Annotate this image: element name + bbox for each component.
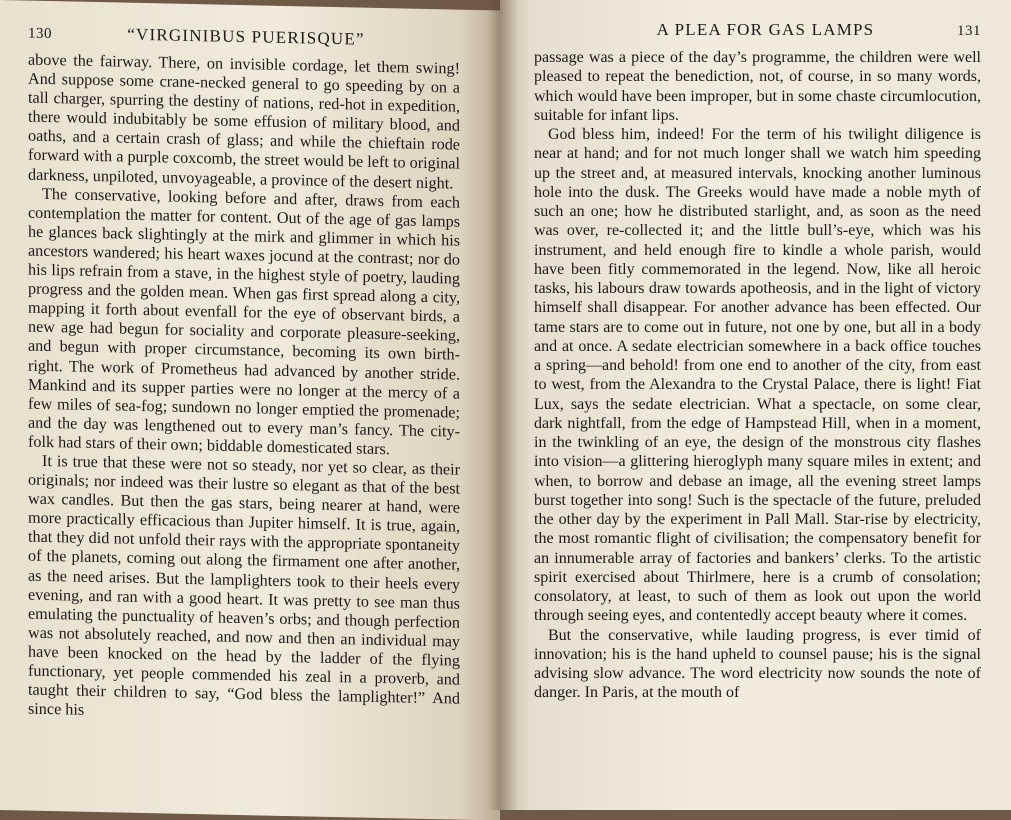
paragraph: God bless him, indeed! For the term of his twilight diligence is near at hand; and for not much longer shall we watch him speeding up the street and, at measured intervals, knocking another luminous hole into the dusk. The Greeks would have made a noble myth of such an one; how he distributed starlight, and, as soon as the need was over, re-collected it; and the little bull’s-eye, which was his instrument, and held enough fire to kindle a whole parish, would have been fitly commemorated in the legend. Now, like all heroic tasks, his labours draw towards apotheosis, and in the light of victory himself shall disappear. For another advance has been effected. Our tame stars are to come out in future, not one by one, but all in a body and at once. A sedate electrician somewhere in a back office touches a spring—and behold! from one end to another of the city, from east to west, from the Alexandra to the Crystal Palace, there is light! Fiat Lux, says the sedate electrician. What a spectacle, on some clear, dark nightfall, from the edge of Hampstead Hill, when in a moment, in the twinkling of an eye, the design of the monstrous city flashes into vision—a glittering hieroglyph many square miles in extent; and when, to borrow and debase an image, all the evening street lamps burst together into song! Such is the spectacle of the future, preluded the other day by the experiment in Pall Mall. Star-rise by electricity, the most romantic flight of civilisation; the compensatory benefit for an innumerable array of factories and bankers’ clerks. To the artistic spirit exercised about Thirlmere, here is a crumb of consolation; consolatory, at least, to such of them as look out upon the world through seeing eyes, and contentedly accept beauty where it comes. [534, 126, 981, 625]
right-page [500, 0, 1011, 810]
paragraph: passage was a piece of the day’s programme, the children were well pleased to repeat the benediction, not, of course, in so many words, which would have been improper, but in some chaste circumlocution, suitable for infant lips. [534, 49, 981, 124]
right-page-number: 131 [957, 23, 981, 39]
right-body-text [534, 48, 981, 703]
paragraph: above the fairway. There, on invisible cordage, let them swing! And suppose some crane-necked general to go speeding by on a tall charger, spurring the destiny of nations, red-hot in expedition, there would indubitably be some effusion of military blood, and oaths, and a certain crash of glass; and while the chieftain rode forward with a purple coxcomb, the street would be left to original darkness, unpiloted, unvoyageable, a province of the desert night. [28, 50, 460, 193]
left-page-number: 130 [28, 25, 52, 43]
paragraph: It is true that these were not so steady, nor yet so clear, as their originals; nor indeed was their lustre so elegant as that of the best wax candles. But then the gas stars, being nearer at hand, were more practically efficacious than Jupiter himself. It is true, again, that they did not unfold their rays with the appropriate spontaneity of the planets, coming out along the firmament one after another, as the need arises. But the lamplighters took to their heels every evening, and ran with a good heart. It was pretty to see man thus emulating the punctuality of heaven’s orbs; and though perfection was not absolutely reached, and now and then an individual may have been knocked on the head by the ladder of the flying functionary, yet people commended his zeal in a proverb, and taught their children to say, “God bless the lamplighter!” And since his [28, 451, 460, 719]
paragraph: But the conservative, while lauding progress, is ever timid of innovation; his is the hand upheld to counsel pause; his is the signal advising slow advance. The word electricity now sounds the note of danger. In Paris, at the mouth of [534, 626, 981, 702]
paragraph: The conservative, looking before and after, draws from each contemplation the matter for content. Out of the age of gas lamps he glances back slightingly at the mirk and glimmer in which his ancestors wandered; his heart waxes jocund at the contrast; nor do his lips refrain from a stave, in the highest style of poetry, lauding progress and the golden mean. When gas first spread along a city, mapping it forth about evenfall for the eye of observant birds, a new age had begun for sociality and corporate pleasure-seeking, and begun with proper circumstance, becoming its own birth-right. The work of Prometheus had advanced by another stride. Mankind and its supper parties were no longer at the mercy of a few miles of sea-fog; sundown no longer emptied the promenade; and the day was lengthened out to every man’s fancy. The city-folk had stars of their own; biddable domesticated stars. [28, 184, 460, 459]
right-running-title: A PLEA FOR GAS LAMPS [656, 20, 875, 39]
left-page [0, 0, 500, 820]
left-body-text [28, 51, 460, 728]
right-running-head [534, 20, 981, 42]
left-running-title: “VIRGINIBUS PUERISQUE” [127, 24, 365, 49]
left-running-head [28, 23, 460, 54]
